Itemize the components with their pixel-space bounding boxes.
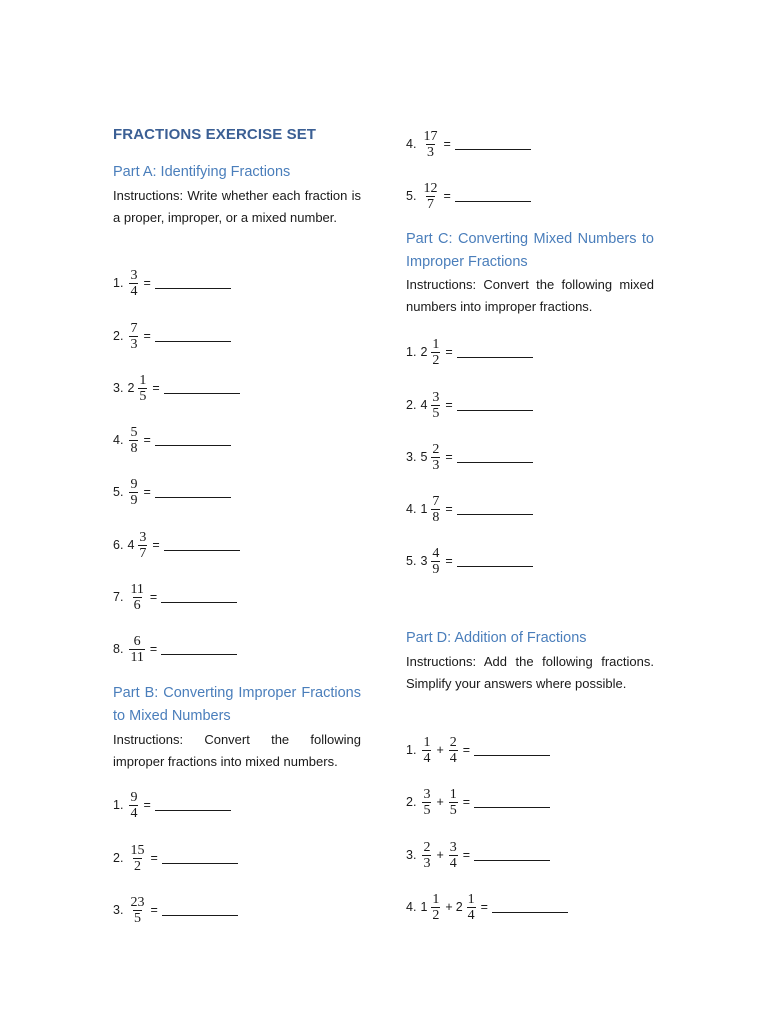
item-number: 1. — [113, 798, 124, 812]
item-number: 2. — [406, 398, 417, 412]
part-b-heading: Part B: Converting Improper Fractions to Mixed Numbers — [113, 685, 361, 724]
fraction — [129, 425, 138, 456]
equals-sign: = — [149, 642, 158, 656]
exercise-item — [113, 632, 237, 666]
exercise-item — [113, 528, 240, 562]
item-number: 4. — [113, 433, 124, 447]
answer-blank — [457, 409, 533, 411]
denominator: 9 — [432, 561, 440, 577]
numerator: 12 — [423, 180, 438, 196]
answer-blank — [457, 565, 533, 567]
answer-blank — [457, 513, 533, 515]
fraction — [422, 787, 431, 818]
whole-number: 3 — [420, 554, 428, 568]
exercise-item — [113, 841, 238, 875]
whole-number: 2 — [455, 900, 463, 914]
item-number: 4. — [406, 900, 417, 914]
numerator: 3 — [449, 839, 457, 855]
numerator: 1 — [449, 786, 457, 802]
denominator: 2 — [133, 858, 141, 874]
equals-sign: = — [152, 538, 160, 552]
equals-sign: = — [462, 795, 471, 809]
equals-sign: = — [445, 554, 453, 568]
answer-blank — [155, 496, 231, 498]
fraction — [138, 530, 147, 561]
answer-blank — [162, 862, 238, 864]
answer-blank — [155, 340, 231, 342]
exercise-item — [406, 179, 531, 213]
item-number: 1. — [406, 743, 417, 757]
fraction — [422, 735, 431, 766]
numerator: 9 — [130, 789, 138, 805]
denominator: 8 — [130, 440, 138, 456]
item-number: 5. — [406, 189, 417, 203]
equals-sign: = — [462, 848, 471, 862]
item-number: 1. — [406, 345, 417, 359]
numerator: 2 — [449, 734, 457, 750]
denominator: 4 — [130, 805, 138, 821]
denominator: 4 — [130, 283, 138, 299]
item-number: 3. — [113, 903, 124, 917]
exercise-item — [406, 838, 550, 872]
numerator: 23 — [130, 894, 145, 910]
denominator: 5 — [423, 802, 431, 818]
denominator: 5 — [432, 405, 440, 421]
exercise-item — [406, 890, 568, 924]
item-number: 2. — [406, 795, 417, 809]
denominator: 6 — [133, 597, 141, 613]
equals-sign: = — [443, 137, 451, 151]
fraction — [422, 181, 438, 212]
denominator: 4 — [467, 907, 475, 923]
item-number: 5. — [113, 485, 124, 499]
whole-number: 1 — [420, 900, 428, 914]
part-c-heading: Part C: Converting Mixed Numbers to Improper Fractions — [406, 231, 654, 270]
part-c-instructions: Instructions: Convert the following mixed numbers into improper fractions. — [406, 277, 654, 314]
exercise-item — [113, 580, 237, 614]
denominator: 5 — [139, 388, 147, 404]
denominator: 7 — [426, 196, 434, 212]
answer-blank — [492, 911, 568, 913]
numerator: 1 — [432, 336, 440, 352]
exercise-item — [113, 788, 231, 822]
whole-number: 4 — [127, 538, 135, 552]
exercise-item — [113, 423, 231, 457]
equals-sign: = — [445, 398, 453, 412]
equals-sign: = — [143, 798, 151, 812]
item-number: 5. — [406, 554, 417, 568]
fraction — [129, 790, 138, 821]
equals-sign: = — [149, 590, 158, 604]
exercise-item — [406, 544, 533, 578]
whole-number: 2 — [420, 345, 428, 359]
answer-blank — [474, 859, 550, 861]
exercise-item — [406, 440, 533, 474]
fraction — [129, 582, 144, 613]
fraction — [129, 895, 145, 926]
exercise-item — [406, 127, 531, 161]
equals-sign: = — [143, 276, 151, 290]
equals-sign: = — [143, 433, 151, 447]
item-number: 8. — [113, 642, 124, 656]
item-number: 4. — [406, 137, 417, 151]
plus-sign: + — [436, 795, 444, 809]
exercise-item — [113, 266, 231, 300]
equals-sign: = — [480, 900, 488, 914]
numerator: 1 — [432, 891, 440, 907]
answer-blank — [161, 601, 237, 603]
item-number: 3. — [406, 450, 417, 464]
fraction — [431, 892, 440, 923]
numerator: 3 — [423, 786, 431, 802]
denominator: 8 — [432, 509, 440, 525]
whole-number: 5 — [420, 450, 428, 464]
fraction — [422, 129, 438, 160]
fraction — [129, 634, 144, 665]
denominator: 7 — [139, 545, 147, 561]
fraction — [138, 373, 147, 404]
denominator: 3 — [426, 144, 434, 160]
part-d-heading: Part D: Addition of Fractions — [406, 630, 587, 646]
denominator: 4 — [423, 750, 431, 766]
numerator: 5 — [130, 424, 138, 440]
answer-blank — [457, 461, 533, 463]
fraction — [129, 477, 138, 508]
part-b-instructions: Instructions: Convert the following improper fractions into mixed numbers. — [113, 732, 361, 769]
equals-sign: = — [143, 329, 151, 343]
equals-sign: = — [443, 189, 451, 203]
answer-blank — [161, 653, 237, 655]
fraction — [129, 268, 138, 299]
exercise-item — [406, 733, 550, 767]
denominator: 2 — [432, 352, 440, 368]
exercise-item — [406, 492, 533, 526]
answer-blank — [162, 914, 238, 916]
page-title: FRACTIONS EXERCISE SET — [113, 126, 317, 143]
answer-blank — [164, 392, 240, 394]
numerator: 3 — [432, 389, 440, 405]
answer-blank — [155, 809, 231, 811]
answer-blank — [474, 754, 550, 756]
fraction — [449, 787, 458, 818]
item-number: 3. — [113, 381, 124, 395]
answer-blank — [164, 549, 240, 551]
fraction — [422, 840, 431, 871]
whole-number: 1 — [420, 502, 428, 516]
part-a-heading: Part A: Identifying Fractions — [113, 164, 291, 180]
denominator: 2 — [432, 907, 440, 923]
denominator: 4 — [449, 855, 457, 871]
equals-sign: = — [462, 743, 471, 757]
item-number: 4. — [406, 502, 417, 516]
numerator: 7 — [432, 493, 440, 509]
answer-blank — [457, 356, 533, 358]
answer-blank — [155, 444, 231, 446]
numerator: 1 — [139, 372, 147, 388]
denominator: 3 — [423, 855, 431, 871]
exercise-item — [113, 371, 240, 405]
numerator: 17 — [423, 128, 438, 144]
equals-sign: = — [445, 502, 453, 516]
fraction — [449, 840, 458, 871]
numerator: 3 — [139, 529, 147, 545]
exercise-item — [113, 475, 231, 509]
item-number: 7. — [113, 590, 124, 604]
fraction — [431, 390, 440, 421]
plus-sign: + — [436, 848, 444, 862]
fraction — [449, 735, 458, 766]
exercise-item — [406, 335, 533, 369]
plus-sign: + — [445, 900, 453, 914]
denominator: 5 — [449, 802, 457, 818]
equals-sign: = — [150, 903, 158, 917]
answer-blank — [455, 148, 531, 150]
whole-number: 2 — [127, 381, 135, 395]
denominator: 9 — [130, 492, 138, 508]
fraction — [467, 892, 476, 923]
denominator: 5 — [133, 910, 141, 926]
numerator: 4 — [432, 545, 440, 561]
fraction — [431, 546, 440, 577]
denominator: 11 — [130, 649, 144, 665]
exercise-item — [113, 893, 238, 927]
denominator: 3 — [130, 336, 138, 352]
exercise-item — [406, 785, 550, 819]
denominator: 3 — [432, 457, 440, 473]
numerator: 3 — [130, 267, 138, 283]
answer-blank — [474, 806, 550, 808]
numerator: 11 — [130, 581, 144, 597]
numerator: 1 — [467, 891, 475, 907]
answer-blank — [155, 287, 231, 289]
numerator: 1 — [423, 734, 431, 750]
item-number: 6. — [113, 538, 124, 552]
equals-sign: = — [143, 485, 151, 499]
exercise-item — [113, 319, 231, 353]
equals-sign: = — [152, 381, 160, 395]
numerator: 15 — [130, 842, 145, 858]
equals-sign: = — [445, 345, 453, 359]
item-number: 2. — [113, 851, 124, 865]
equals-sign: = — [445, 450, 453, 464]
numerator: 2 — [432, 441, 440, 457]
whole-number: 4 — [420, 398, 428, 412]
denominator: 4 — [449, 750, 457, 766]
part-a-instructions: Instructions: Write whether each fraction is a proper, improper, or a mixed number. — [113, 188, 361, 225]
fraction — [431, 442, 440, 473]
fraction — [129, 843, 145, 874]
numerator: 2 — [423, 839, 431, 855]
fraction — [431, 337, 440, 368]
equals-sign: = — [150, 851, 158, 865]
answer-blank — [455, 200, 531, 202]
item-number: 1. — [113, 276, 124, 290]
fraction — [129, 321, 138, 352]
part-d-instructions: Instructions: Add the following fractions. Simplify your answers where possible. — [406, 654, 654, 691]
fraction — [431, 494, 440, 525]
numerator: 9 — [130, 476, 138, 492]
exercise-item — [406, 388, 533, 422]
numerator: 6 — [133, 633, 141, 649]
plus-sign: + — [436, 743, 444, 757]
item-number: 3. — [406, 848, 417, 862]
numerator: 7 — [130, 320, 138, 336]
item-number: 2. — [113, 329, 124, 343]
